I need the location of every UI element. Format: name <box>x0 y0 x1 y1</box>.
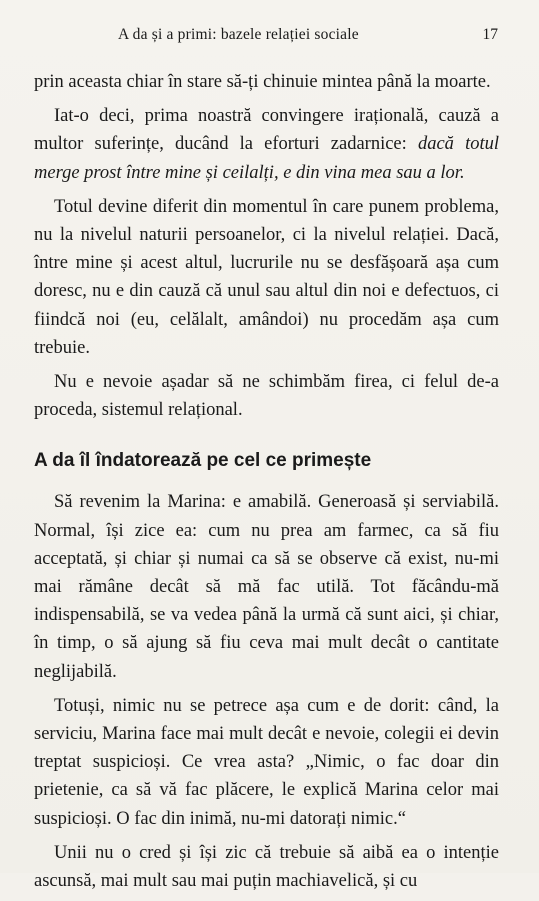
running-title: A da și a primi: bazele relației sociale <box>118 26 359 43</box>
italic-belief-text: dacă totul merge prost între mine și ceilalți, e din vina mea sau a lor. <box>34 134 500 183</box>
running-header <box>0 26 539 48</box>
body-text <box>34 68 499 901</box>
paragraph-marina-example: Să revenim la Marina: e amabilă. Generoasă și serviabilă. Normal, își zice ea: cum nu prea am farmec, ca să fiu acceptată, și chiar și numai ca să se observe că exist, nu-mi mai rămâne decât să mă fac utilă. Tot făcându-mă indispensabilă, se va vedea până la urmă că sunt aici, și chiar, în timp, o să ajung să fiu ceva mai mult decât o cantitate neglijabilă. <box>34 492 499 682</box>
paragraph-relation-level: Totul devine diferit din momentul în care punem problema, nu la nivelul naturii persoanelor, ci la nivelul relației. Dacă, între mine și acest altul, lucrurile nu se desfășoară așa cum doresc, nu e din cauză că unul sau altul din noi e defectuos, ci fiindcă noi (eu, celălalt, amândoi) nu procedăm așa cum trebuie. <box>34 196 499 358</box>
page-number: 17 <box>482 26 498 43</box>
paragraph-text: Iat-o deci, prima noastră convingere irațională, cauză a multor suferințe, ducând la eforturi zadarnice: <box>34 106 499 155</box>
section-heading: A da îl îndatorează pe cel ce primește <box>34 450 372 472</box>
paragraph-hidden-intention: Unii nu o cred și își zic că trebuie să aibă ea o intenție ascunsă, mai mult sau mai puțin machiavelică, și cu <box>34 842 499 892</box>
paragraph-change-procedure: Nu e nevoie așadar să ne schimbăm firea, ci felul de-a proceda, sistemul relațional. <box>34 372 499 421</box>
paragraph-colleagues-suspicion: Totuși, nimic nu se petrece așa cum e de dorit: când, la serviciu, Marina face mai mult decât e nevoie, colegii ei devin treptat suspicioși. Ce vrea asta? „Nimic, o fac doar din prietenie, ca să vă fac plăcere, le explică Marina celor mai suspicioși. O fac din inimă, nu-mi datorați nimic.“ <box>34 695 499 829</box>
paragraph-irrational-belief <box>34 102 499 187</box>
paragraph-continuation: prin aceasta chiar în stare să-ți chinuie mintea până la moarte. <box>34 72 491 92</box>
